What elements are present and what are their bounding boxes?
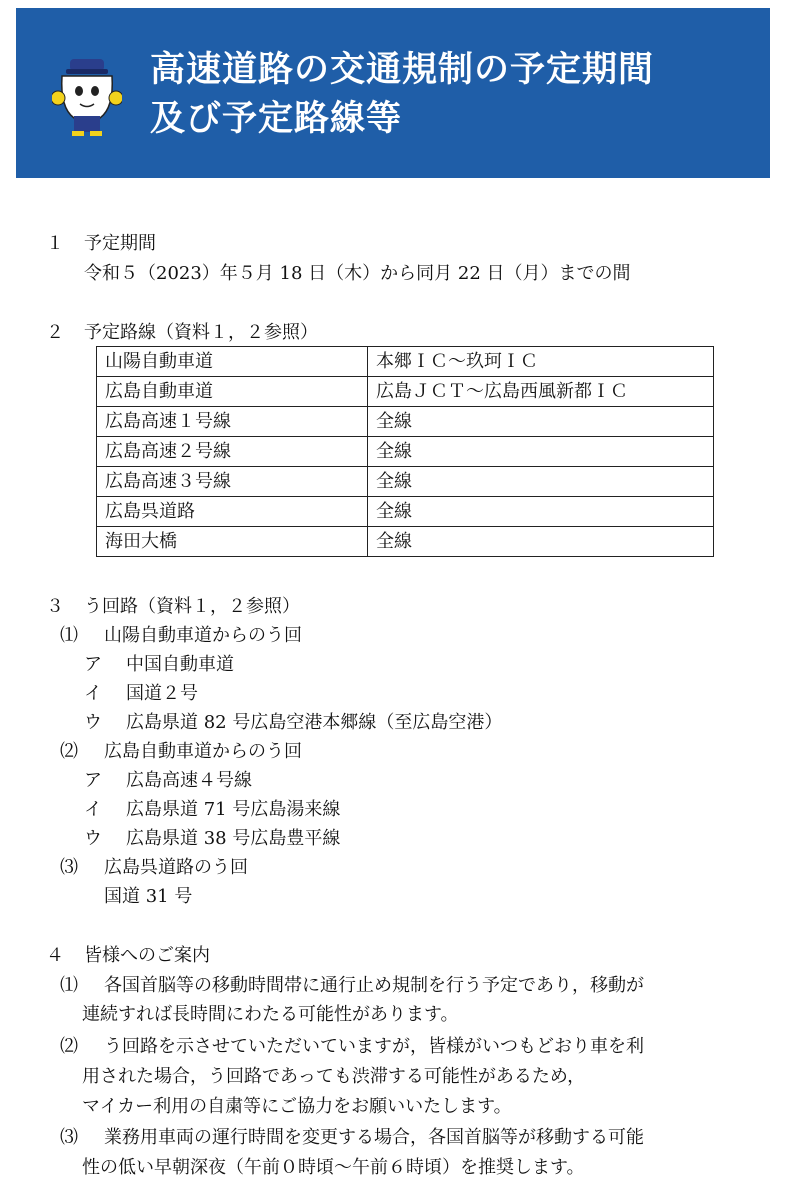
- route-section: 全線: [368, 437, 714, 467]
- detour-item: 広島県道 71 号広島湯来線: [126, 799, 341, 820]
- notice-line: マイカー利用の自粛等にご協力をお願いいたします。: [82, 1096, 512, 1117]
- notice-line: 用された場合，う回路であっても渋滞する可能性があるため，: [82, 1066, 586, 1087]
- detour-item: 広島県道 82 号広島空港本郷線（至広島空港）: [126, 712, 503, 733]
- notice-line: 性の低い早朝深夜（午前０時頃～午前６時頃）を推奨します。: [82, 1157, 585, 1178]
- page-title: [150, 46, 770, 144]
- route-road: 広島高速３号線: [97, 467, 368, 497]
- detour-item-marker: イ: [84, 799, 102, 820]
- header-banner: [16, 8, 770, 178]
- section-2-heading: 予定路線（資料１，２参照）: [84, 322, 318, 343]
- page-title-line-2: 及び予定路線等: [150, 99, 403, 139]
- table-row: [97, 467, 714, 497]
- detour-item: 広島県道 38 号広島豊平線: [126, 828, 341, 849]
- notice-line: 各国首脳等の移動時間帯に通行止め規制を行う予定であり，移動が: [104, 975, 644, 996]
- route-road: 山陽自動車道: [97, 347, 368, 377]
- route-section: 広島ＪＣＴ～広島西風新都ＩＣ: [368, 377, 714, 407]
- route-road: 海田大橋: [97, 527, 368, 557]
- detour-group-marker: ⑶: [60, 857, 78, 878]
- detour-item: 広島高速４号線: [126, 770, 252, 791]
- detour-item-marker: ウ: [84, 712, 102, 733]
- table-row: [97, 377, 714, 407]
- detour-group-title: 広島呉道路のう回: [104, 857, 248, 878]
- table-row: [97, 407, 714, 437]
- detour-group-marker: ⑵: [60, 741, 78, 762]
- route-road: 広島呉道路: [97, 497, 368, 527]
- notice-line: 業務用車両の運行時間を変更する場合，各国首脳等が移動する可能: [104, 1127, 644, 1148]
- routes-table: [96, 346, 714, 557]
- detour-item-marker: ア: [84, 654, 102, 675]
- route-road: 広島高速１号線: [97, 407, 368, 437]
- detour-group-marker: ⑴: [60, 625, 78, 646]
- route-section: 全線: [368, 497, 714, 527]
- detour-item-marker: イ: [84, 683, 102, 704]
- route-section: 全線: [368, 407, 714, 437]
- section-3-heading: う回路（資料１，２参照）: [84, 596, 300, 617]
- route-section: 本郷ＩＣ～玖珂ＩＣ: [368, 347, 714, 377]
- notice-marker: ⑴: [60, 975, 78, 996]
- section-4-number: ４: [46, 945, 64, 966]
- police-mascot-icon: [52, 58, 122, 136]
- section-2-number: ２: [46, 322, 64, 343]
- section-1-period: 令和５（2023）年５月 18 日（木）から同月 22 日（月）までの間: [84, 263, 631, 284]
- route-section: 全線: [368, 527, 714, 557]
- table-row: [97, 347, 714, 377]
- notice-line: う回路を示させていただいていますが，皆様がいつもどおり車を利: [104, 1036, 644, 1057]
- section-3-number: ３: [46, 596, 64, 617]
- section-4-heading: 皆様へのご案内: [84, 945, 210, 966]
- route-section: 全線: [368, 467, 714, 497]
- section-1-number: １: [46, 233, 64, 254]
- route-road: 広島高速２号線: [97, 437, 368, 467]
- route-road: 広島自動車道: [97, 377, 368, 407]
- detour-group-title: 山陽自動車道からのう回: [104, 625, 302, 646]
- detour-item-marker: ウ: [84, 828, 102, 849]
- detour-item: 中国自動車道: [126, 654, 234, 675]
- table-row: [97, 437, 714, 467]
- table-row: [97, 527, 714, 557]
- section-1-heading: 予定期間: [84, 233, 156, 254]
- detour-note: 国道 31 号: [104, 886, 193, 907]
- notice-line: 連続すれば長時間にわたる可能性があります。: [82, 1004, 459, 1025]
- detour-item-marker: ア: [84, 770, 102, 791]
- table-row: [97, 497, 714, 527]
- notice-marker: ⑶: [60, 1127, 78, 1148]
- notice-marker: ⑵: [60, 1036, 78, 1057]
- page-title-line-1: 高速道路の交通規制の予定期間: [150, 50, 655, 90]
- detour-item: 国道２号: [126, 683, 198, 704]
- detour-group-title: 広島自動車道からのう回: [104, 741, 302, 762]
